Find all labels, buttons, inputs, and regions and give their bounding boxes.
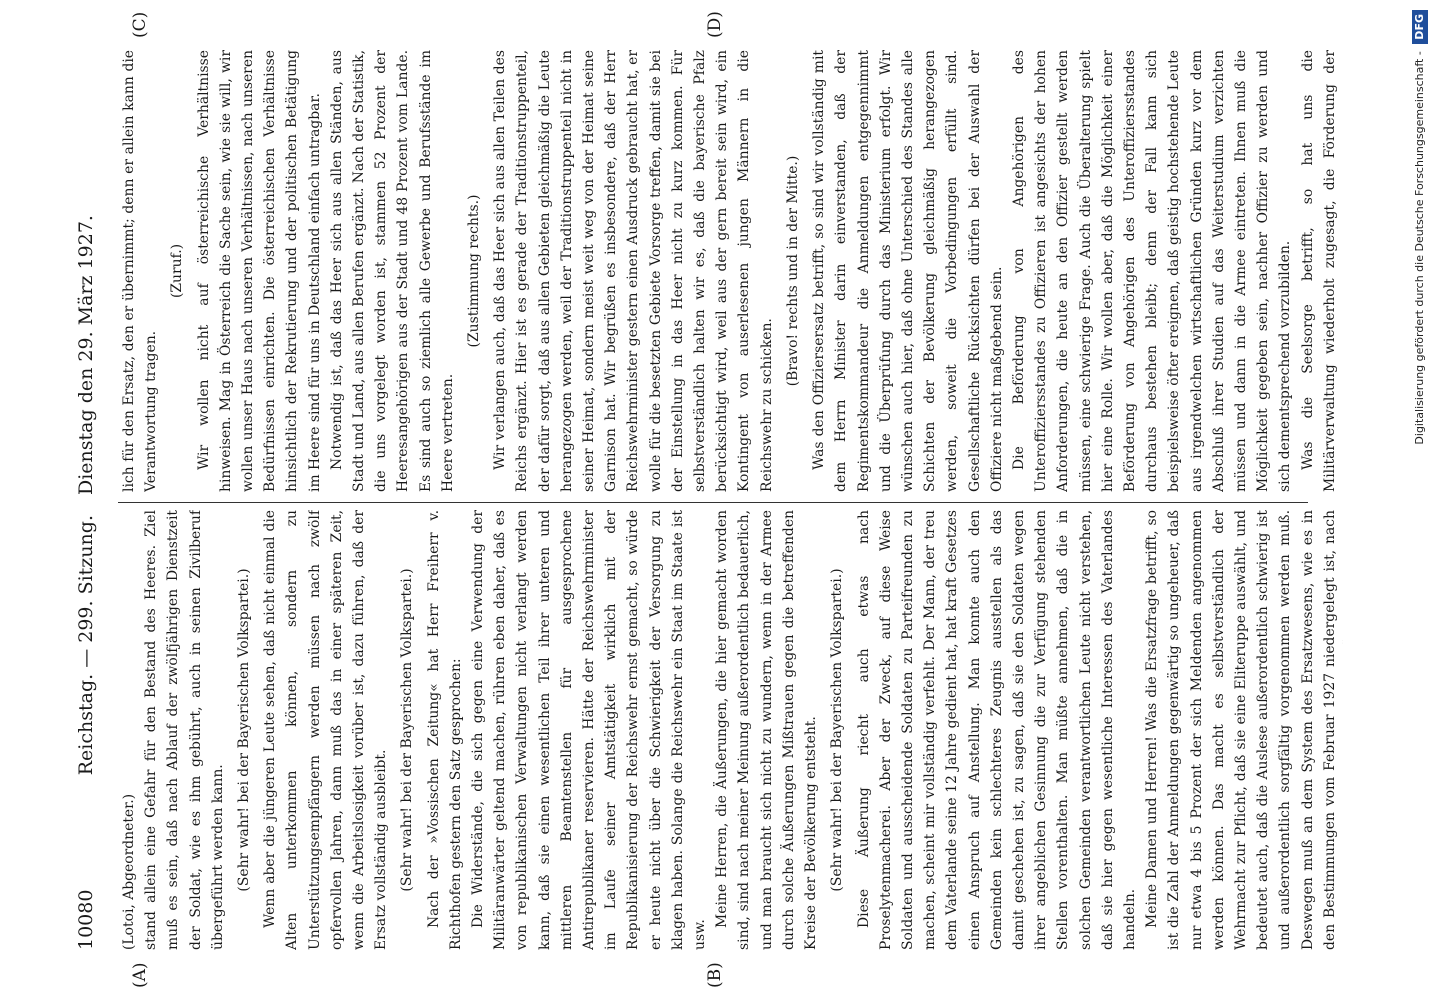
paragraph: Nach der »Vossischen Zeitung« hat Herr Freiherr v. Richthofen gestern den Satz gesprochen: [425,510,464,950]
page-number: 10080 [75,889,97,950]
dfg-logo: DFG [1412,10,1428,44]
paragraph: Wenn aber die jüngeren Leute sehen, daß nicht einmal die Alten unterkommen können, sondern zu Unterstützungsempfängern werden müssen nach zwölf opfervollen Jahren, dann muß das in einer späteren Zeit, wenn die Arbeitslosigkeit vorüber ist, dazu führen, daß der Ersatz vollständig ausbleibt. [262,510,390,950]
margin-marker-a: (A) [130,962,150,988]
quotation: Die Widerstände, die sich gegen eine Verwendung der Militäranwärter geltend machen, rühren eben daher, daß es von republikanischen Verwaltungen nicht verlangt werden kann, daß sie einen wesentlichen Teil ihrer unteren und mittleren Beamtenstellen für ausgesprochene Antirepublikaner reservieren. Hätte der Reichswehrminister im Laufe seiner Amtstätigkeit wirklich mit der Republikanisierung der Reichswehr ernst gemacht, so würde er heute nicht über die Schwierigkeit der Versorgung zu klagen haben. Solange die Reichswehr ein Staat im Staate ist usw. [470,510,709,950]
paragraph: Wir wollen nicht auf österreichische Verhältnisse hinweisen. Mag in Österreich die Sache sein, wie sie will, wir wollen unser Haus nach unseren Verhältnissen, nach unseren Bedürfnissen einrichten. Die österreichischen Verhältnisse hinsichtlich der Rekrutierung und der politischen Betätigung im Heere sind für uns in Deutschland einfach untragbar. [195,50,323,492]
session-title: Reichstag. — 299. Sitzung. [75,515,97,776]
right-column [118,50,1343,492]
interjection: (Sehr wahr! bei der Bayerischen Volkspartei.) [399,568,416,892]
header-right [60,50,112,495]
interjection: (Sehr wahr! bei der Bayerischen Volkspartei.) [236,568,253,892]
margin-marker-d: (D) [705,11,725,38]
paragraph: lich für den Ersatz, den er übernimmt; denn er allein kann die Verantwortung tragen. [121,50,160,492]
interjection: (Zuruf.) [169,243,186,299]
dfg-credit-strip [1408,10,1432,990]
interjection: (Sehr wahr! bei der Bayerischen Volkspartei.) [829,568,846,892]
speaker-line: (Lotoi, Abgeordneter.) [121,793,137,950]
paragraph: Was den Offiziersersatz betrifft, so sind wir vollständig mit dem Herrn Minister darin einverstanden, daß der Regimentskommandeur die Anmeldungen entgegennimmt und die Überprüfung durch das Ministerium erfolgt. Wir wünschen auch hier, daß ohne Unterschied des Standes alle Schichten der Bevölkerung gleichmäßig herangezogen werden, soweit die Vorbedingungen erfüllt sind. Gesellschaftliche Rücksichten dürfen bei der Auswahl der Offiziere nicht maßgebend sein. [811,50,1005,492]
rotated-page [60,11,1350,988]
session-date: Dienstag den 29. März 1927. [75,215,97,495]
paragraph: Notwendig ist, daß das Heer sich aus allen Ständen, aus Stadt und Land, aus allen Berufen ergänzt. Nach der Statistik, die uns vorgelegt worden ist, stammen 52 Prozent der Heeresangehörigen aus der Stadt und 48 Prozent vom Lande. Es sind auch so ziemlich alle Gewerbe und Berufsstände im Heere vertreten. [328,50,456,492]
left-column [118,510,1343,950]
dfg-credit-text: Digitalisierung gefördert durch die Deutsche Forschungsgemeinschaft - [1413,51,1426,445]
paragraph: Diese Äußerung riecht auch etwas nach Proselytenmacherei. Aber der Zweck, auf diese Weise Soldaten und ausscheidende Soldaten zu Parteifreunden zu machen, scheint mir vollständig verfehlt. Der Mann, der treu dem Vaterlande seine 12 Jahre gedient hat, hat kraft Gesetzes einen Anspruch auf Anstellung. Man konnte auch den Gemeinden kein schlechteres Zeugnis ausstellen als das damit geschehen ist, zu sagen, daß sie den Soldaten wegen ihrer angeblichen Gesinnung die zur Verfügung stehenden Stellen vorenthalten. Man müßte annehmen, daß die in solchen Gemeinden verantwortlichen Leute nicht verstehen, daß sie hier gegen wesentliche Interessen des Vaterlandes handeln. [855,510,1138,950]
column-divider [118,502,1308,503]
interjection: (Zustimmung rechts.) [466,194,483,348]
header-left [60,505,112,950]
paragraph: Meine Herren, die Äußerungen, die hier gemacht worden sind, sind nach meiner Meinung außerordentlich bedauerlich, und man braucht sich nicht zu wundern, wenn in der Armee durch solche Äußerungen Mißtrauen gegen die betreffenden Kreise der Bevölkerung entsteht. [714,510,820,950]
margin-marker-c: (C) [130,11,150,38]
paragraph: Die Beförderung von Angehörigen des Unteroffiziersstandes zu Offizieren ist angesichts der hohen Anforderungen, die heute an den Offizier gestellt werden müssen, eine schwierige Frage. Auch die Überalterung spielt hier eine Rolle. Wir wollen aber, daß die Möglichkeit einer Beförderung von Angehörigen des Unteroffiziersstandes durchaus bestehen bleibt; denn der Fall kann sich beispielsweise öfter ereignen, daß geistig hochstehende Leute aus irgendwelchen wirtschaftlichen Gründen kurz vor dem Abschluß ihrer Studien auf das Weiterstudium verzichten müssen und dann in die Armee eintreten. Ihnen muß die Möglichkeit gegeben sein, nachher Offizier zu werden und sich dementsprechend vorzubilden. [1010,50,1294,492]
interjection: (Bravo! rechts und in der Mitte.) [784,155,801,387]
paragraph: Wir verlangen auch, daß das Heer sich aus allen Teilen des Reichs ergänzt. Hier ist es gerade der Traditionstruppenteil, der dafür sorgt, daß aus allen Gebieten gleichmäßig die Leute herangezogen werden, weil der Traditionstruppenteil nicht in seiner Heimat, sondern meist weit weg von der Heimat seine Garnison hat. Wir begrüßen es insbesondere, daß der Herr Reichswehrminister gestern einen Ausdruck gebraucht hat, er wolle für die besetzten Gebiete Vorsorge treffen, damit sie bei der Einstellung in das Heer nicht zu kurz kommen. Für selbstverständlich halten wir es, daß die bayerische Pfalz berücksichtigt wird, weil aus der gern bereit sein wird, ein Kontingent von auserlesenen jungen Männern in die Reichswehr zu schicken. [492,50,775,492]
paragraph: Meine Damen und Herren! Was die Ersatzfrage betrifft, so ist die Zahl der Anmeldungen gegenwärtig so ungeheuer, daß nur etwa 4 bis 5 Prozent der sich Meldenden angenommen werden können. Das macht es selbstverständlich der Wehrmacht zur Pflicht, daß sie eine Eliteruppe auswählt, und bedeutet auch, daß die Auslese außerordentlich schwierig ist und außerordentlich sorgfältig vorgenommen werden muß. Deswegen muß an dem System des Ersatzwesens, wie es in den Bestimmungen vom Februar 1927 niedergelegt ist, nach [1144,510,1338,950]
paragraph: Was die Seelsorge betrifft, so hat uns die Militärverwaltung wiederholt zugesagt, die Förderung der [1299,50,1338,492]
margin-marker-b: (B) [705,962,725,988]
paragraph: stand allein eine Gefahr für den Bestand des Heeres. Ziel muß es sein, daß nach Ablauf der zwölfjährigen Dienstzeit der Soldat, wie es ihm gebührt, auch in seinen Zivilberuf übergeführt werden kann. [143,510,226,950]
